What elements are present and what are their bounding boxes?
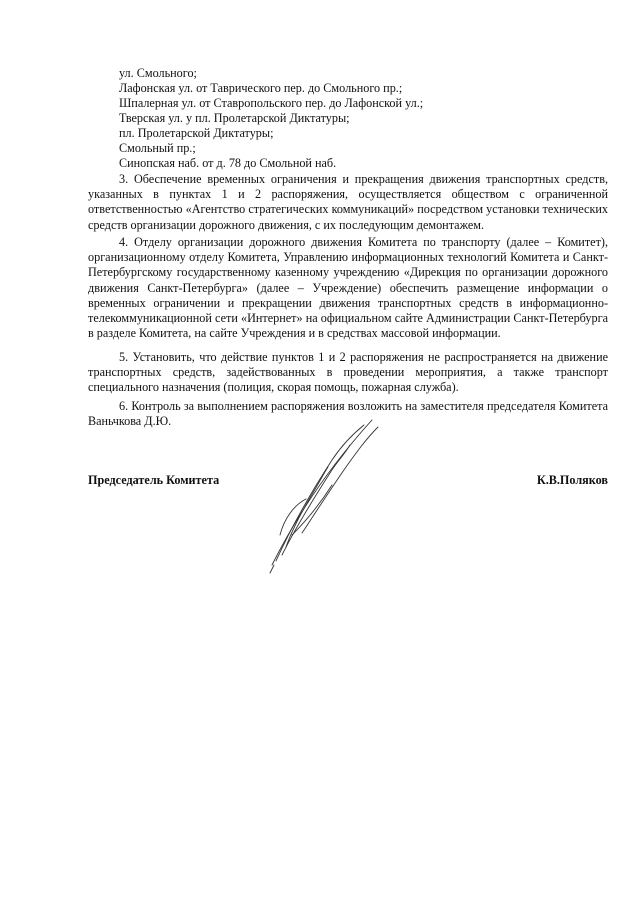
paragraph-5: 5. Установить, что действие пунктов 1 и 2 распоряжения не распространяется на движение транспортных средств, задействованных в проведении мероприятия, а также транспорт специального назначения (полиция, скорая помощь, пожарная служба). [88,350,608,395]
paragraph-3: 3. Обеспечение временных ограничения и прекращения движения транспортных средств, указанных в пунктах 1 и 2 распоряжения, осуществляется обществом с ограниченной ответственностью «Агентство стратегических коммуникаций» посредством установки технических средств организации дорожного движения, с их последующим демонтажем. [88,172,608,232]
signature-stroke [282,445,350,555]
street-line: ул. Смольного; [119,66,197,80]
signature-stroke [270,565,274,573]
street-line: Тверская ул. у пл. Пролетарской Диктатуры; [119,111,350,125]
street-line: Синопская наб. от д. 78 до Смольной наб. [119,156,337,170]
signatory-name: К.В.Поляков [536,473,608,487]
signatory-position: Председатель Комитета [88,473,220,487]
paragraph-6: 6. Контроль за выполнением распоряжения возложить на заместителя председателя Комитета Ваньчкова Д.Ю. [88,399,608,429]
street-line: Шпалерная ул. от Ставропольского пер. до Лафонской ул.; [119,96,424,110]
street-line: Лафонская ул. от Таврического пер. до Смольного пр.; [119,81,403,95]
street-line: пл. Пролетарской Диктатуры; [119,126,274,140]
handwritten-signature [262,415,392,575]
signature-stroke [302,427,378,533]
street-line: Смольный пр.; [119,141,196,155]
paragraph-4: 4. Отделу организации дорожного движения Комитета по транспорту (далее – Комитет), организационному отделу Комитета, Управлению информационных технологий Комитета и Санкт-Петербургскому государственному казенному учреждению «Дирекция по организации дорожного движения Санкт-Петербурга» (далее – Учреждение) обеспечить размещение информации о временных ограничении и прекращении движения транспортных средств в информационно-телекоммуникационной сети «Интернет» на официальном сайте Администрации Санкт-Петербурга в разделе Комитета, на сайте Учреждения и в средствах массовой информации. [88,235,608,341]
